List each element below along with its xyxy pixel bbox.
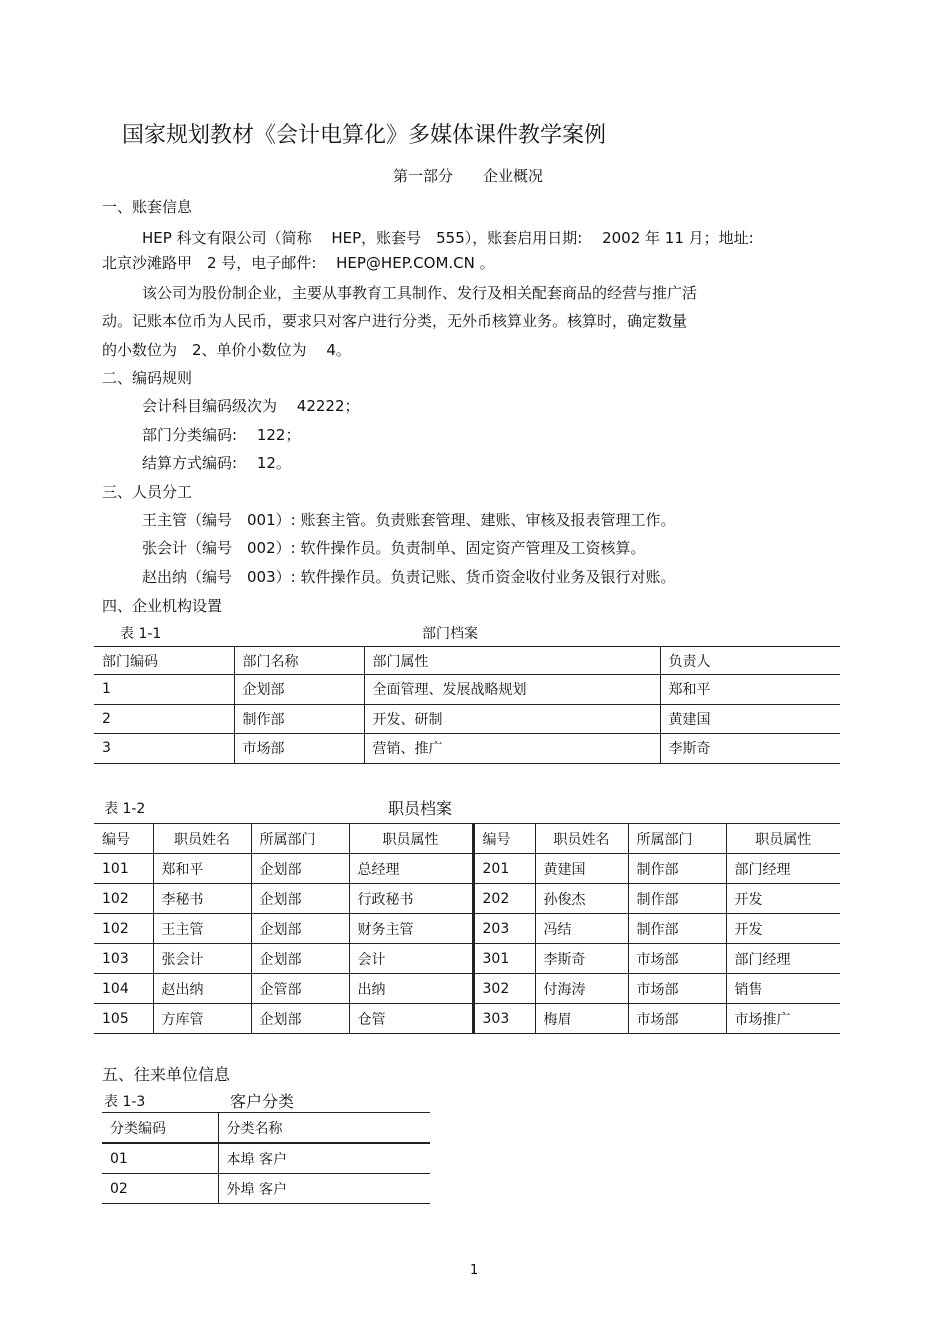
part-heading: 第一部分 企业概况 bbox=[393, 167, 544, 185]
table-cell: 开发 bbox=[726, 884, 840, 914]
table-cell: 制作部 bbox=[234, 704, 364, 734]
staff-duty-line: 赵出纳（编号 003）: 软件操作员。负责记账、货币资金收付业务及银行对账。 bbox=[142, 568, 676, 586]
table-row bbox=[94, 1004, 840, 1034]
table-cell: 会计 bbox=[349, 944, 473, 974]
table-cell: 黄建国 bbox=[535, 854, 628, 884]
table-cell: 企划部 bbox=[251, 884, 349, 914]
company-desc-line: 的小数位为 2、单价小数位为 4。 bbox=[102, 341, 351, 359]
table-cell: 张会计 bbox=[153, 944, 251, 974]
table-cell: 市场推广 bbox=[726, 1004, 840, 1034]
company-desc-line: 该公司为股份制企业，主要从事教育工具制作、发行及相关配套商品的经营与推广活 bbox=[142, 284, 698, 302]
table-cell: 部门经理 bbox=[726, 944, 840, 974]
table-row bbox=[102, 1143, 430, 1174]
table-cell: 李斯奇 bbox=[535, 944, 628, 974]
table-header-cell: 部门名称 bbox=[234, 647, 364, 675]
table-cell: 李秘书 bbox=[153, 884, 251, 914]
table-header-cell: 部门属性 bbox=[364, 647, 660, 675]
staff-duty-line: 张会计（编号 002）: 软件操作员。负责制单、固定资产管理及工资核算。 bbox=[142, 539, 646, 557]
table-cell: 企划部 bbox=[251, 854, 349, 884]
table-cell: 赵出纳 bbox=[153, 974, 251, 1004]
table-cell: 3 bbox=[94, 734, 234, 764]
table-header-cell: 分类名称 bbox=[226, 1120, 283, 1137]
table-cell: 总经理 bbox=[349, 854, 473, 884]
table-header-cell: 职员姓名 bbox=[535, 824, 628, 854]
table-cell: 郑和平 bbox=[660, 675, 840, 705]
page-number: 1 bbox=[470, 1263, 479, 1278]
table-cell: 制作部 bbox=[628, 854, 726, 884]
table-cell: 1 bbox=[94, 675, 234, 705]
table-cell: 企划部 bbox=[234, 675, 364, 705]
table-cell: 外埠 客户 bbox=[218, 1174, 430, 1204]
table-caption: 客户分类 bbox=[230, 1092, 295, 1111]
table-header-cell: 所属部门 bbox=[628, 824, 726, 854]
table-cell: 企划部 bbox=[251, 914, 349, 944]
table-cell: 黄建国 bbox=[660, 704, 840, 734]
table-cell: 302 bbox=[473, 974, 535, 1004]
table-cell: 102 bbox=[94, 884, 153, 914]
table-cell: 201 bbox=[473, 854, 535, 884]
table-cell: 企管部 bbox=[251, 974, 349, 1004]
coding-rule-line: 会计科目编码级次为 42222； bbox=[142, 397, 360, 415]
account-info-line: HEP 科文有限公司（简称 HEP，账套号 555），账套启用日期: 2002 年 11 月；地址: bbox=[142, 229, 754, 247]
table-cell: 制作部 bbox=[628, 884, 726, 914]
table-cell: 制作部 bbox=[628, 914, 726, 944]
section-heading-coding: 二、编码规则 bbox=[102, 369, 193, 387]
document-title: 国家规划教材《会计电算化》多媒体课件教学案例 bbox=[122, 123, 607, 148]
table-cell: 01 bbox=[102, 1143, 218, 1174]
table-cell: 202 bbox=[473, 884, 535, 914]
table-row bbox=[94, 884, 840, 914]
table-cell: 企划部 bbox=[251, 1004, 349, 1034]
table-row bbox=[94, 704, 840, 734]
table-row bbox=[94, 974, 840, 1004]
table-label: 表 1-2 bbox=[104, 801, 146, 817]
table-cell: 全面管理、发展战略规划 bbox=[364, 675, 660, 705]
table-cell: 出纳 bbox=[349, 974, 473, 1004]
table-cell: 部门经理 bbox=[726, 854, 840, 884]
section-heading-org: 四、企业机构设置 bbox=[102, 597, 223, 615]
table-header-cell: 编号 bbox=[94, 824, 153, 854]
table-cell: 203 bbox=[473, 914, 535, 944]
table-cell: 本埠 客户 bbox=[218, 1143, 430, 1174]
table-cell: 销售 bbox=[726, 974, 840, 1004]
table-cell: 营销、推广 bbox=[364, 734, 660, 764]
table-cell: 付海涛 bbox=[535, 974, 628, 1004]
employee-table bbox=[94, 823, 840, 1034]
coding-rule-line: 部门分类编码: 122； bbox=[142, 426, 301, 444]
table-row bbox=[94, 854, 840, 884]
company-desc-line: 动。记账本位币为人民币，要求只对客户进行分类，无外币核算业务。核算时，确定数量 bbox=[102, 312, 688, 330]
table-row bbox=[94, 675, 840, 705]
table-header-cell: 职员属性 bbox=[755, 831, 812, 848]
table-header-row bbox=[94, 647, 840, 675]
table-header-row bbox=[102, 1113, 430, 1144]
table-row bbox=[94, 944, 840, 974]
table-cell: 方库管 bbox=[153, 1004, 251, 1034]
table-header-row bbox=[94, 824, 840, 854]
table-cell: 开发 bbox=[726, 914, 840, 944]
table-cell: 郑和平 bbox=[153, 854, 251, 884]
table-header-cell: 部门编码 bbox=[94, 647, 234, 675]
table-cell: 企划部 bbox=[251, 944, 349, 974]
table-caption: 职员档案 bbox=[388, 799, 453, 818]
table-cell: 行政秘书 bbox=[349, 884, 473, 914]
table-cell: 2 bbox=[94, 704, 234, 734]
coding-rule-line: 结算方式编码: 12。 bbox=[142, 454, 291, 472]
table-cell: 冯结 bbox=[535, 914, 628, 944]
table-header-cell: 所属部门 bbox=[251, 824, 349, 854]
table-cell: 101 bbox=[94, 854, 153, 884]
department-table bbox=[94, 646, 840, 764]
table-header-cell: 负责人 bbox=[668, 653, 711, 670]
section-heading-account: 一、账套信息 bbox=[102, 198, 193, 216]
table-cell: 孙俊杰 bbox=[535, 884, 628, 914]
table-header-cell: 职员属性 bbox=[349, 824, 473, 854]
table-cell: 303 bbox=[473, 1004, 535, 1034]
table-cell: 梅眉 bbox=[535, 1004, 628, 1034]
table-row bbox=[94, 914, 840, 944]
table-cell: 仓管 bbox=[349, 1004, 473, 1034]
table-cell: 市场部 bbox=[628, 944, 726, 974]
table-header-cell: 分类编码 bbox=[102, 1113, 218, 1144]
table-cell: 王主管 bbox=[153, 914, 251, 944]
table-cell: 财务主管 bbox=[349, 914, 473, 944]
section-heading-staff: 三、人员分工 bbox=[102, 483, 193, 501]
customer-category-table bbox=[102, 1112, 430, 1204]
table-cell: 李斯奇 bbox=[660, 734, 840, 764]
table-cell: 105 bbox=[94, 1004, 153, 1034]
table-cell: 市场部 bbox=[628, 974, 726, 1004]
table-cell: 02 bbox=[102, 1174, 218, 1204]
staff-duty-line: 王主管（编号 001）: 账套主管。负责账套管理、建账、审核及报表管理工作。 bbox=[142, 511, 676, 529]
table-header-cell: 编号 bbox=[473, 824, 535, 854]
table-cell: 市场部 bbox=[234, 734, 364, 764]
table-row bbox=[102, 1174, 430, 1204]
table-label: 表 1-3 bbox=[104, 1094, 146, 1110]
table-row bbox=[94, 734, 840, 764]
table-header-cell: 职员姓名 bbox=[153, 824, 251, 854]
table-caption: 部门档案 bbox=[422, 626, 478, 642]
table-cell: 301 bbox=[473, 944, 535, 974]
table-label: 表 1-1 bbox=[120, 626, 162, 642]
table-cell: 102 bbox=[94, 914, 153, 944]
table-cell: 103 bbox=[94, 944, 153, 974]
section-heading-partners: 五、往来单位信息 bbox=[102, 1065, 231, 1084]
table-cell: 开发、研制 bbox=[364, 704, 660, 734]
table-cell: 市场部 bbox=[628, 1004, 726, 1034]
table-cell: 104 bbox=[94, 974, 153, 1004]
account-info-line: 北京沙滩路甲 2 号，电子邮件: HEP@HEP.COM.CN 。 bbox=[102, 254, 495, 272]
